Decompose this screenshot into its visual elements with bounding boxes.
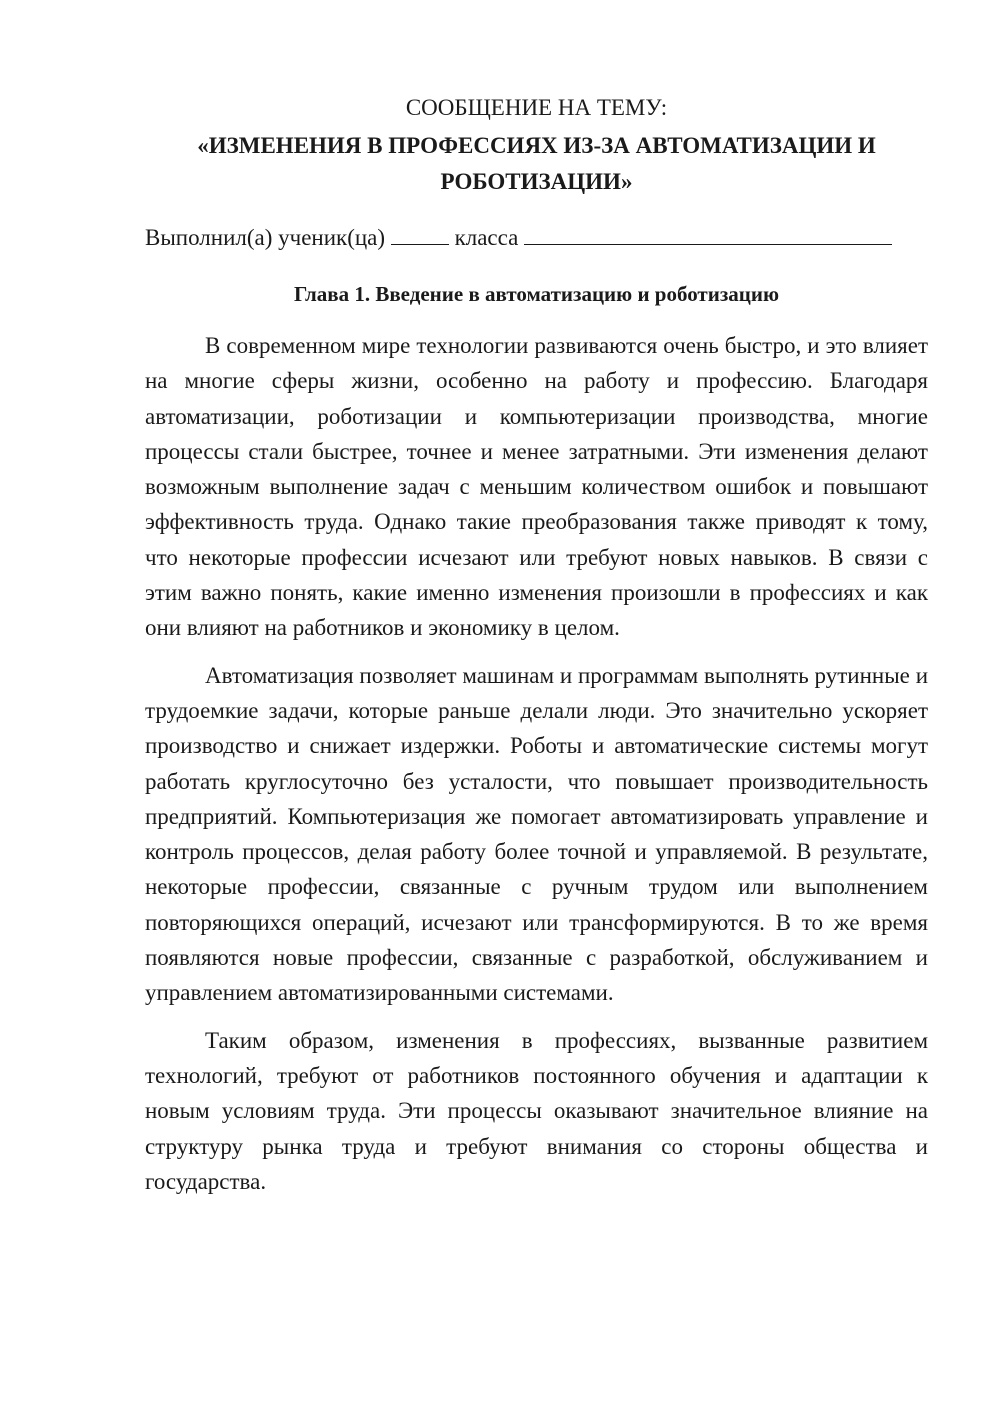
chapter-title: Глава 1. Введение в автоматизацию и роботизацию <box>293 282 780 306</box>
paragraph-2: Автоматизация позволяет машинам и программам выполнять рутинные и трудоемкие задачи, которые раньше делали люди. Это значительно ускоряет производство и снижает издержки. Роботы и автоматические системы могут работать круглосуточно без усталости, что повышает производительность предприятий. Компьютеризация же помогает автоматизировать управление и контроль процессов, делая работу более точной и управляемой. В результате, некоторые профессии, связанные с ручным трудом или выполнением повторяющихся операций, исчезают или трансформируются. В то же время появляются новые профессии, связанные с разработкой, обслуживанием и управлением автоматизированными системами. <box>145 662 928 1006</box>
paragraph-3: Таким образом, изменения в профессиях, вызванные развитием технологий, требуют от работников постоянного обучения и адаптации к новым условиям труда. Эти процессы оказывают значительное влияние на структуру рынка труда и требуют внимания со стороны общества и государства. <box>145 1027 928 1194</box>
author-line <box>145 220 928 256</box>
document-page <box>145 90 928 1199</box>
document-header: СООБЩЕНИЕ НА ТЕМУ: <box>405 95 668 120</box>
document-topic-title: «ИЗМЕНЕНИЯ В ПРОФЕССИЯХ ИЗ-ЗА АВТОМАТИЗАЦИИ И РОБОТИЗАЦИИ» <box>197 133 876 194</box>
class-label: класса <box>454 225 519 250</box>
name-blank-field[interactable] <box>524 222 892 245</box>
class-blank-field[interactable] <box>391 222 449 245</box>
paragraph-1: В современном мире технологии развиваются очень быстро, и это влияет на многие сферы жизни, особенно на работу и профессию. Благодаря автоматизации, роботизации и компьютеризации производства, многие процессы стали быстрее, точнее и менее затратными. Эти изменения делают возможным выполнение задач с меньшим количеством ошибок и повышают эффективность труда. Однако такие преобразования также приводят к тому, что некоторые профессии исчезают или требуют новых навыков. В связи с этим важно понять, какие именно изменения произошли в профессиях и как они влияют на работников и экономику в целом. <box>145 333 928 641</box>
author-prefix: Выполнил(а) ученик(ца) <box>145 225 386 250</box>
